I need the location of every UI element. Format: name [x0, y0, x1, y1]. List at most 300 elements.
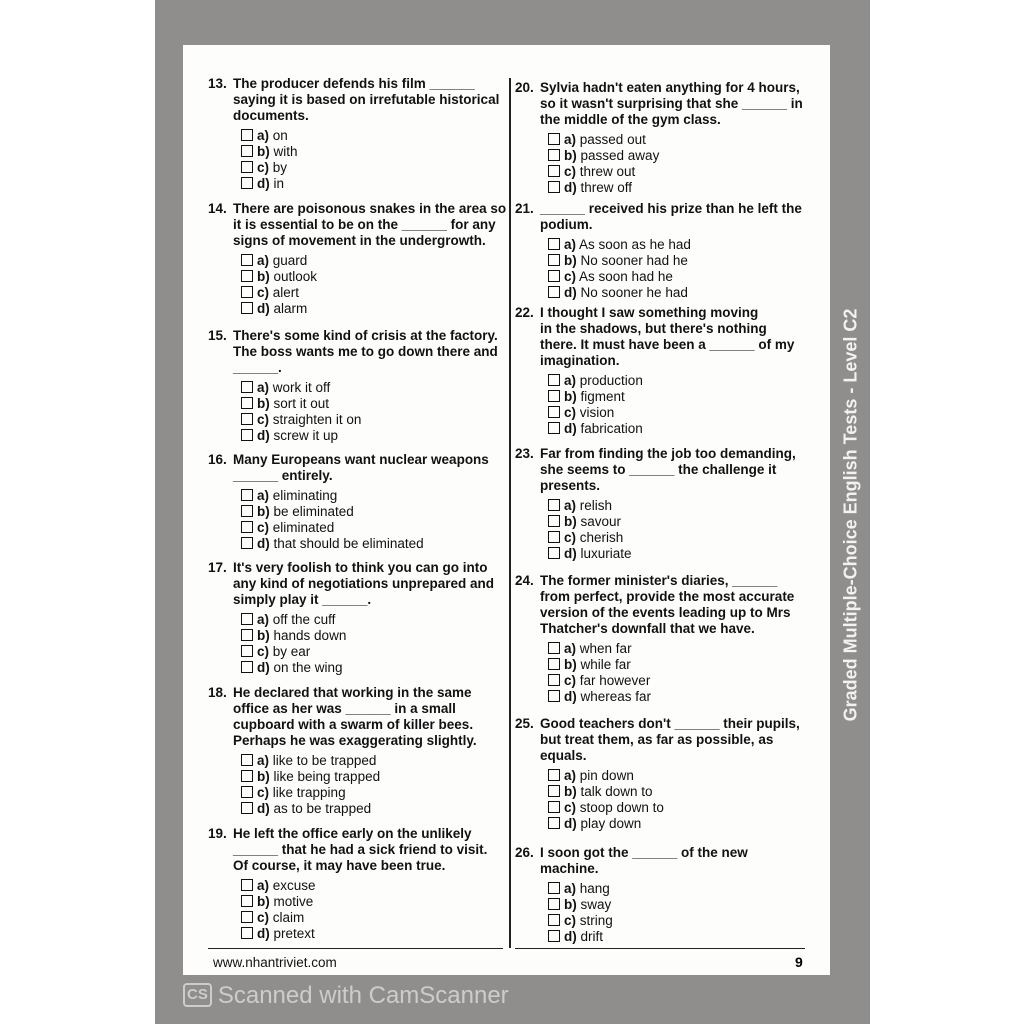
stem-line: saying it is based on irrefutable historical [233, 92, 500, 107]
option-text: sway [580, 897, 612, 912]
option-text: As soon had he [579, 269, 673, 284]
checkbox-icon[interactable] [241, 629, 253, 641]
option-letter: c) [564, 164, 577, 179]
question-23 [515, 446, 796, 562]
checkbox-icon[interactable] [548, 914, 560, 926]
checkbox-icon[interactable] [241, 270, 253, 282]
stem-line: equals. [540, 748, 587, 763]
checkbox-icon[interactable] [241, 754, 253, 766]
option[interactable] [548, 373, 794, 389]
option[interactable] [548, 641, 794, 657]
checkbox-icon[interactable] [548, 769, 560, 781]
stem-line: ______ entirely. [233, 468, 333, 483]
option-letter: c) [257, 160, 270, 175]
options-list [515, 768, 800, 832]
checkbox-icon[interactable] [548, 801, 560, 813]
option-letter: c) [257, 785, 270, 800]
question-stem [515, 716, 800, 764]
stem-line: Good teachers don't ______ their pupils, [540, 716, 800, 731]
option[interactable] [548, 657, 794, 673]
option[interactable] [241, 128, 499, 144]
checkbox-icon[interactable] [548, 422, 560, 434]
option-letter: c) [257, 644, 270, 659]
option-text: As soon as he had [579, 237, 691, 252]
option-letter: b) [564, 148, 577, 163]
option-letter: c) [564, 913, 577, 928]
question-20 [515, 80, 803, 196]
option-letter: a) [257, 612, 270, 627]
option[interactable] [241, 520, 489, 536]
option-text: savour [580, 514, 622, 529]
option-text: in [273, 176, 285, 191]
checkbox-icon[interactable] [548, 930, 560, 942]
option-text: like trapping [272, 785, 346, 800]
options-list [515, 237, 802, 301]
option[interactable] [548, 253, 802, 269]
option[interactable] [548, 800, 800, 816]
watermark-text: Scanned with CamScanner [217, 982, 509, 1009]
option-text: stoop down to [579, 800, 664, 815]
option-text: when far [579, 641, 632, 656]
checkbox-icon[interactable] [241, 145, 253, 157]
option-text: cherish [579, 530, 624, 545]
option[interactable] [548, 237, 802, 253]
footer-rule-left [208, 948, 503, 949]
stem-line: It's very foolish to think you can go into [233, 560, 488, 575]
option-text: as to be trapped [273, 801, 372, 816]
stem-line: signs of movement in the undergrowth. [233, 233, 486, 248]
option-letter: b) [257, 628, 270, 643]
stem-line: imagination. [540, 353, 620, 368]
question-number: 21. [515, 201, 534, 216]
options-list [208, 878, 487, 942]
option[interactable] [241, 644, 494, 660]
stem-line: ______ that he had a sick friend to visit. [233, 842, 488, 857]
option[interactable] [241, 785, 477, 801]
option[interactable] [548, 689, 794, 705]
option[interactable] [548, 929, 748, 945]
question-number: 13. [208, 76, 227, 91]
option[interactable] [241, 801, 477, 817]
checkbox-icon[interactable] [548, 674, 560, 686]
option-text: on the wing [273, 660, 343, 675]
question-number: 23. [515, 446, 534, 461]
stem-line: The producer defends his film ______ [233, 76, 475, 91]
option-letter: c) [564, 673, 577, 688]
option[interactable] [241, 160, 499, 176]
option-letter: c) [564, 269, 577, 284]
option[interactable] [241, 488, 489, 504]
option[interactable] [548, 498, 796, 514]
option[interactable] [241, 878, 487, 894]
checkbox-icon[interactable] [548, 658, 560, 670]
option-letter: b) [257, 504, 270, 519]
option[interactable] [241, 396, 498, 412]
stem-line: Thatcher's downfall that we have. [540, 621, 755, 636]
checkbox-icon[interactable] [548, 547, 560, 559]
option-text: while far [580, 657, 631, 672]
option-text: drift [580, 929, 604, 944]
option-text: off the cuff [272, 612, 336, 627]
options-list [515, 132, 803, 196]
option-letter: b) [257, 396, 270, 411]
stem-line: presents. [540, 478, 601, 493]
checkbox-icon[interactable] [241, 161, 253, 173]
stem-line: I soon got the ______ of the new [540, 845, 748, 860]
stem-line: documents. [233, 108, 309, 123]
option-text: outlook [273, 269, 318, 284]
checkbox-icon[interactable] [548, 406, 560, 418]
option-text: by ear [272, 644, 311, 659]
stem-line: The former minister's diaries, ______ [540, 573, 778, 588]
question-number: 15. [208, 328, 227, 343]
option-text: passed out [579, 132, 646, 147]
checkbox-icon[interactable] [241, 302, 253, 314]
checkbox-icon[interactable] [241, 177, 253, 189]
option-letter: d) [257, 176, 270, 191]
option[interactable] [241, 628, 494, 644]
option[interactable] [548, 530, 796, 546]
question-number: 16. [208, 452, 227, 467]
option-letter: c) [257, 520, 270, 535]
option-letter: d) [257, 536, 270, 551]
option[interactable] [241, 536, 489, 552]
option[interactable] [548, 913, 748, 929]
stem-line: ______ received his prize than he left the [540, 201, 802, 216]
question-stem [208, 328, 498, 376]
checkbox-icon[interactable] [548, 690, 560, 702]
options-list [208, 488, 489, 552]
option[interactable] [548, 389, 794, 405]
checkbox-icon[interactable] [241, 286, 253, 298]
checkbox-icon[interactable] [241, 489, 253, 501]
option-text: far however [579, 673, 651, 688]
option[interactable] [548, 132, 803, 148]
question-15 [208, 328, 498, 444]
checkbox-icon[interactable] [241, 129, 253, 141]
stem-line: in the shadows, but there's nothing [540, 321, 767, 336]
option[interactable] [241, 504, 489, 520]
checkbox-icon[interactable] [548, 515, 560, 527]
option-letter: d) [257, 660, 270, 675]
checkbox-icon[interactable] [241, 254, 253, 266]
checkbox-icon[interactable] [548, 642, 560, 654]
option-text: talk down to [580, 784, 653, 799]
checkbox-icon[interactable] [241, 613, 253, 625]
checkbox-icon[interactable] [548, 785, 560, 797]
question-24 [515, 573, 794, 705]
option-letter: c) [564, 530, 577, 545]
checkbox-icon[interactable] [241, 521, 253, 533]
options-list [515, 641, 794, 705]
option-letter: a) [564, 498, 577, 513]
option-letter: d) [257, 428, 270, 443]
stem-line: He declared that working in the same [233, 685, 472, 700]
option-text: threw off [580, 180, 633, 195]
checkbox-icon[interactable] [548, 165, 560, 177]
option-letter: d) [257, 801, 270, 816]
question-number: 14. [208, 201, 227, 216]
option[interactable] [241, 253, 506, 269]
option-letter: d) [564, 816, 577, 831]
option[interactable] [548, 148, 803, 164]
option-text: No sooner he had [580, 285, 688, 300]
option[interactable] [548, 164, 803, 180]
option-text: play down [580, 816, 642, 831]
option[interactable] [241, 926, 487, 942]
option-text: straighten it on [272, 412, 362, 427]
question-26 [515, 845, 748, 945]
stem-line: There's some kind of crisis at the factory. [233, 328, 498, 343]
option-text: like to be trapped [272, 753, 377, 768]
stem-line: but treat them, as far as possible, as [540, 732, 774, 747]
option-letter: b) [564, 784, 577, 799]
question-17 [208, 560, 494, 676]
option[interactable] [241, 660, 494, 676]
option-letter: a) [564, 373, 577, 388]
stem-line: He left the office early on the unlikely [233, 826, 472, 841]
option[interactable] [241, 894, 487, 910]
question-stem [515, 201, 802, 233]
option-text: claim [272, 910, 305, 925]
checkbox-icon[interactable] [548, 882, 560, 894]
question-stem [515, 845, 748, 877]
option[interactable] [548, 768, 800, 784]
option-text: threw out [579, 164, 636, 179]
checkbox-icon[interactable] [548, 286, 560, 298]
option[interactable] [548, 421, 794, 437]
option-letter: d) [564, 689, 577, 704]
column-divider [509, 78, 511, 948]
option-letter: b) [564, 253, 577, 268]
question-14 [208, 201, 506, 317]
options-list [208, 253, 506, 317]
checkbox-icon[interactable] [241, 927, 253, 939]
option-text: with [273, 144, 298, 159]
checkbox-icon[interactable] [241, 505, 253, 517]
question-stem [208, 685, 477, 749]
question-stem [515, 80, 803, 128]
question-19 [208, 826, 487, 942]
question-22 [515, 305, 794, 437]
checkbox-icon[interactable] [548, 374, 560, 386]
option-letter: b) [257, 894, 270, 909]
option-text: pretext [273, 926, 315, 941]
stem-line: podium. [540, 217, 593, 232]
option-letter: d) [564, 285, 577, 300]
stem-line: it is essential to be on the ______ for any [233, 217, 496, 232]
option[interactable] [548, 269, 802, 285]
checkbox-icon[interactable] [241, 895, 253, 907]
stem-line: the middle of the gym class. [540, 112, 721, 127]
option-text: relish [579, 498, 613, 513]
option-letter: d) [564, 421, 577, 436]
question-number: 22. [515, 305, 534, 320]
option-text: that should be eliminated [273, 536, 424, 551]
option-letter: a) [564, 641, 577, 656]
stem-line: there. It must have been a ______ of my [540, 337, 795, 352]
checkbox-icon[interactable] [241, 770, 253, 782]
checkbox-icon[interactable] [548, 817, 560, 829]
option-letter: d) [564, 546, 577, 561]
option-text: excuse [272, 878, 316, 893]
option[interactable] [548, 897, 748, 913]
option[interactable] [548, 405, 794, 421]
checkbox-icon[interactable] [548, 390, 560, 402]
options-list [208, 612, 494, 676]
option-text: like being trapped [273, 769, 381, 784]
checkbox-icon[interactable] [548, 531, 560, 543]
stem-line: Sylvia hadn't eaten anything for 4 hours, [540, 80, 800, 95]
side-title: Graded Multiple-Choice English Tests - Level C2 [840, 308, 861, 722]
checkbox-icon[interactable] [241, 537, 253, 549]
option-text: hands down [273, 628, 347, 643]
option[interactable] [548, 285, 802, 301]
option-letter: d) [564, 180, 577, 195]
option[interactable] [241, 285, 506, 301]
question-number: 19. [208, 826, 227, 841]
option-text: production [579, 373, 643, 388]
option-text: by [272, 160, 288, 175]
option-letter: c) [257, 412, 270, 427]
footer-url: www.nhantriviet.com [213, 955, 337, 970]
option[interactable] [241, 269, 506, 285]
checkbox-icon[interactable] [548, 133, 560, 145]
checkbox-icon[interactable] [548, 149, 560, 161]
checkbox-icon[interactable] [241, 397, 253, 409]
checkbox-icon[interactable] [241, 786, 253, 798]
option-text: eliminating [272, 488, 338, 503]
footer-rule-right [515, 948, 805, 949]
question-stem [208, 76, 499, 124]
option[interactable] [241, 910, 487, 926]
option[interactable] [241, 176, 499, 192]
option[interactable] [241, 612, 494, 628]
option-letter: a) [564, 237, 577, 252]
stem-line: Far from finding the job too demanding, [540, 446, 796, 461]
checkbox-icon[interactable] [241, 911, 253, 923]
question-number: 24. [515, 573, 534, 588]
option[interactable] [548, 514, 796, 530]
question-16 [208, 452, 489, 552]
option[interactable] [548, 180, 803, 196]
options-list [208, 753, 477, 817]
question-stem [208, 201, 506, 249]
option[interactable] [241, 412, 498, 428]
option-letter: b) [564, 897, 577, 912]
option[interactable] [548, 784, 800, 800]
checkbox-icon[interactable] [548, 270, 560, 282]
option-letter: a) [257, 753, 270, 768]
question-number: 20. [515, 80, 534, 95]
checkbox-icon[interactable] [548, 238, 560, 250]
option-text: string [579, 913, 613, 928]
option-letter: a) [257, 253, 270, 268]
question-stem [515, 446, 796, 494]
option-text: alert [272, 285, 300, 300]
option-letter: a) [257, 488, 270, 503]
camscanner-logo-icon: CS [183, 983, 212, 1007]
option[interactable] [241, 144, 499, 160]
option-letter: b) [257, 769, 270, 784]
checkbox-icon[interactable] [241, 879, 253, 891]
question-18 [208, 685, 477, 817]
checkbox-icon[interactable] [548, 499, 560, 511]
checkbox-icon[interactable] [241, 802, 253, 814]
option-text: figment [580, 389, 625, 404]
question-21 [515, 201, 802, 301]
option[interactable] [241, 301, 506, 317]
option-letter: b) [564, 389, 577, 404]
stem-line: ______. [233, 360, 282, 375]
option[interactable] [241, 428, 498, 444]
checkbox-icon[interactable] [241, 645, 253, 657]
stem-line: The boss wants me to go down there and [233, 344, 498, 359]
option-letter: a) [257, 380, 270, 395]
question-13 [208, 76, 499, 192]
option[interactable] [241, 769, 477, 785]
option-letter: b) [564, 657, 577, 672]
question-stem [515, 305, 794, 369]
question-number: 26. [515, 845, 534, 860]
option-letter: d) [257, 301, 270, 316]
option-letter: b) [257, 144, 270, 159]
checkbox-icon[interactable] [548, 898, 560, 910]
stem-line: Many Europeans want nuclear weapons [233, 452, 489, 467]
option-text: guard [272, 253, 308, 268]
stem-line: version of the events leading up to Mrs [540, 605, 791, 620]
option[interactable] [241, 380, 498, 396]
stem-line: Of course, it may have been true. [233, 858, 446, 873]
options-list [208, 128, 499, 192]
question-number: 25. [515, 716, 534, 731]
stem-line: any kind of negotiations unprepared and [233, 576, 495, 591]
option-text: luxuriate [580, 546, 632, 561]
checkbox-icon[interactable] [548, 181, 560, 193]
option-text: work it off [272, 380, 331, 395]
stem-line: from perfect, provide the most accurate [540, 589, 795, 604]
question-number: 18. [208, 685, 227, 700]
option[interactable] [548, 673, 794, 689]
option[interactable] [548, 816, 800, 832]
option-letter: d) [564, 929, 577, 944]
stem-line: There are poisonous snakes in the area so [233, 201, 507, 216]
checkbox-icon[interactable] [241, 413, 253, 425]
option-letter: c) [257, 285, 270, 300]
question-stem [515, 573, 794, 637]
options-list [515, 881, 748, 945]
option[interactable] [548, 881, 748, 897]
option[interactable] [241, 753, 477, 769]
option-text: screw it up [273, 428, 339, 443]
option-text: whereas far [580, 689, 652, 704]
option-letter: a) [257, 878, 270, 893]
option-letter: b) [564, 514, 577, 529]
question-stem [208, 560, 494, 608]
stem-line: I thought I saw something moving [540, 305, 759, 320]
option-letter: a) [564, 768, 577, 783]
checkbox-icon[interactable] [241, 381, 253, 393]
checkbox-icon[interactable] [241, 661, 253, 673]
option[interactable] [548, 546, 796, 562]
option-text: pin down [579, 768, 634, 783]
option-letter: c) [564, 800, 577, 815]
option-text: fabrication [580, 421, 643, 436]
option-letter: b) [257, 269, 270, 284]
checkbox-icon[interactable] [548, 254, 560, 266]
checkbox-icon[interactable] [241, 429, 253, 441]
options-list [515, 498, 796, 562]
